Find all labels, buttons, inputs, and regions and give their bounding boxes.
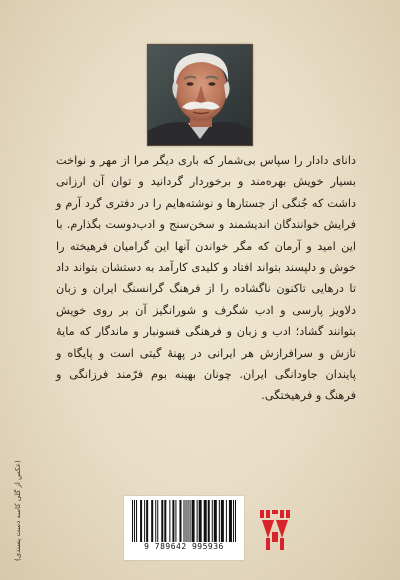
barcode-bar xyxy=(136,500,137,542)
barcode-bar xyxy=(140,500,142,542)
photo-credit: (عکس از گلی کاسه دست پسندی) xyxy=(14,460,22,561)
blurb-line: را در دفتری گرد آرم و فرایش خوانندگان اندیشمند و xyxy=(56,196,356,232)
blurb-line: دانای دادار را سپاس بی‌شمار که باری دیگر مرا از مهر xyxy=(99,154,356,167)
barcode-bar xyxy=(169,500,170,542)
author-photo xyxy=(147,44,253,146)
barcode-bar xyxy=(235,500,236,542)
blurb-line: تاکنون ناگشاده را از فرهنگ گرانسنگ ایران و زبان دلاویز xyxy=(56,282,356,317)
barcode-bar xyxy=(161,500,163,542)
barcode-bar xyxy=(175,500,176,542)
barcode-bar xyxy=(134,500,135,542)
blurb-line: بتوانند گشاد؛ ادب و زبان و فرهنگی فسونبار و ماندگار xyxy=(95,325,356,339)
barcode-bar xyxy=(146,500,148,542)
barcode-bar xyxy=(190,500,191,542)
blurb-line: و نواخت بسیار خویش بهره‌مند و برخوردار گردانید و xyxy=(56,154,356,189)
barcode-bar xyxy=(226,500,227,542)
blurb-line: مگر خواندن آنها این گرامیان فرهیخته را خوش و دلپسند xyxy=(56,239,357,275)
barcode-bar xyxy=(132,500,133,542)
blurb-line: پارسی و ادب شگرف و شورانگیز آن بر روی خویش xyxy=(56,303,324,317)
publisher-logo xyxy=(258,508,292,552)
barcode-bar xyxy=(179,500,181,542)
barcode-bar xyxy=(192,500,195,542)
publisher-logo-icon xyxy=(258,508,292,552)
barcode-bar xyxy=(208,500,210,542)
barcode-bars xyxy=(132,500,236,542)
barcode-bar xyxy=(151,500,153,542)
barcode-bar xyxy=(155,500,156,542)
barcode-bar xyxy=(157,500,158,542)
blurb-line: فرزانگی و فرهنگ و فرهیختگی. xyxy=(56,368,356,403)
barcode-bar xyxy=(199,500,202,542)
barcode-bar xyxy=(144,500,145,542)
blurb-line: توان آن ارزانی داشت که جُنگی از جستارها و نوشته‌هایم xyxy=(56,175,357,210)
barcode-bar xyxy=(233,500,234,542)
barcode-bar xyxy=(164,500,166,542)
blurb-line: سخن‌سنج و ادب‌دوست بگذارم. با این امید و آرمان که xyxy=(56,218,356,253)
blurb-line: که مایهٔ نازش و سرافرازش هر ایرانی در پهنهٔ گیتی است xyxy=(56,325,356,360)
blurb-line: بتواند افتاد و کلیدی کارآمد به دستشان بتواند داد تا درهایی xyxy=(56,261,357,296)
blurb-text xyxy=(56,150,356,407)
author-portrait-image xyxy=(148,45,252,145)
barcode-bar xyxy=(188,500,189,542)
blurb-line: و پایگاه و پایندان جاودانگی ایران. چونان بهینه بوم فرّمند xyxy=(56,346,357,382)
barcode-bar xyxy=(212,500,213,542)
barcode-bar xyxy=(197,500,198,542)
isbn-barcode xyxy=(124,496,244,560)
barcode-bar xyxy=(221,500,224,542)
barcode-bar xyxy=(204,500,207,542)
barcode-bar xyxy=(184,500,185,542)
barcode-bar xyxy=(214,500,217,542)
barcode-bar xyxy=(229,500,232,542)
barcode-bar xyxy=(186,500,187,542)
barcode-bar xyxy=(172,500,174,542)
barcode-bar xyxy=(219,500,220,542)
isbn-digits: 9 789642 995936 xyxy=(144,542,224,551)
